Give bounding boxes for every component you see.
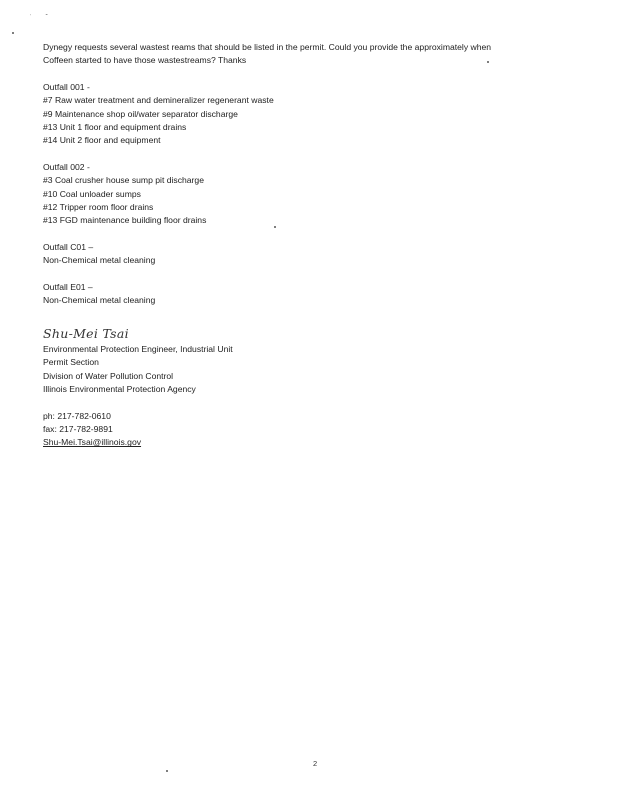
outfall-item: #12 Tripper room floor drains xyxy=(43,202,154,213)
outfall-item: #7 Raw water treatment and demineralizer regenerant waste xyxy=(43,95,274,106)
scan-speck xyxy=(12,32,14,34)
signature-title: Environmental Protection Engineer, Industrial Unit xyxy=(43,343,233,354)
signature-name: Shu-Mei Tsai xyxy=(43,325,129,341)
outfall-item: Non-Chemical metal cleaning xyxy=(43,295,156,306)
intro-line-2: Coffeen started to have those wastestreams? Thanks xyxy=(43,55,247,66)
outfall-title: Outfall 001 - xyxy=(43,81,90,92)
contact-fax: fax: 217-782-9891 xyxy=(43,423,113,434)
contact-email-link[interactable]: Shu-Mei.Tsai@illinois.gov xyxy=(43,437,142,448)
outfall-item: #3 Coal crusher house sump pit discharge xyxy=(43,175,204,186)
outfall-item: Non-Chemical metal cleaning xyxy=(43,255,156,266)
outfall-item: #13 Unit 1 floor and equipment drains xyxy=(43,122,187,133)
scan-speck xyxy=(274,226,276,228)
intro-line-1: Dynegy requests several wastest reams that should be listed in the permit. Could you provide the approximately when xyxy=(43,42,492,52)
outfall-item: #9 Maintenance shop oil/water separator discharge xyxy=(43,108,238,119)
page-number: 2 xyxy=(313,759,318,768)
outfall-section xyxy=(43,281,583,308)
contact-phone: ph: 217-782-0610 xyxy=(43,410,111,421)
email-body xyxy=(43,41,583,450)
scan-speck xyxy=(166,770,168,772)
signature-section: Permit Section xyxy=(43,357,99,368)
signature-agency: Illinois Environmental Protection Agency xyxy=(43,384,196,395)
outfall-section xyxy=(43,241,583,268)
header-marks: ˙ ˇ xyxy=(30,15,54,21)
signature-division: Division of Water Pollution Control xyxy=(43,370,174,381)
outfall-section xyxy=(43,161,583,228)
scan-speck xyxy=(487,61,489,63)
outfall-title: Outfall E01 – xyxy=(43,281,93,292)
outfall-item: #13 FGD maintenance building floor drains xyxy=(43,215,207,226)
signature-block xyxy=(43,327,583,450)
outfall-section xyxy=(43,81,583,148)
outfall-title: Outfall 002 - xyxy=(43,161,90,172)
outfall-item: #14 Unit 2 floor and equipment xyxy=(43,135,161,146)
outfall-item: #10 Coal unloader sumps xyxy=(43,188,141,199)
outfall-title: Outfall C01 – xyxy=(43,241,94,252)
